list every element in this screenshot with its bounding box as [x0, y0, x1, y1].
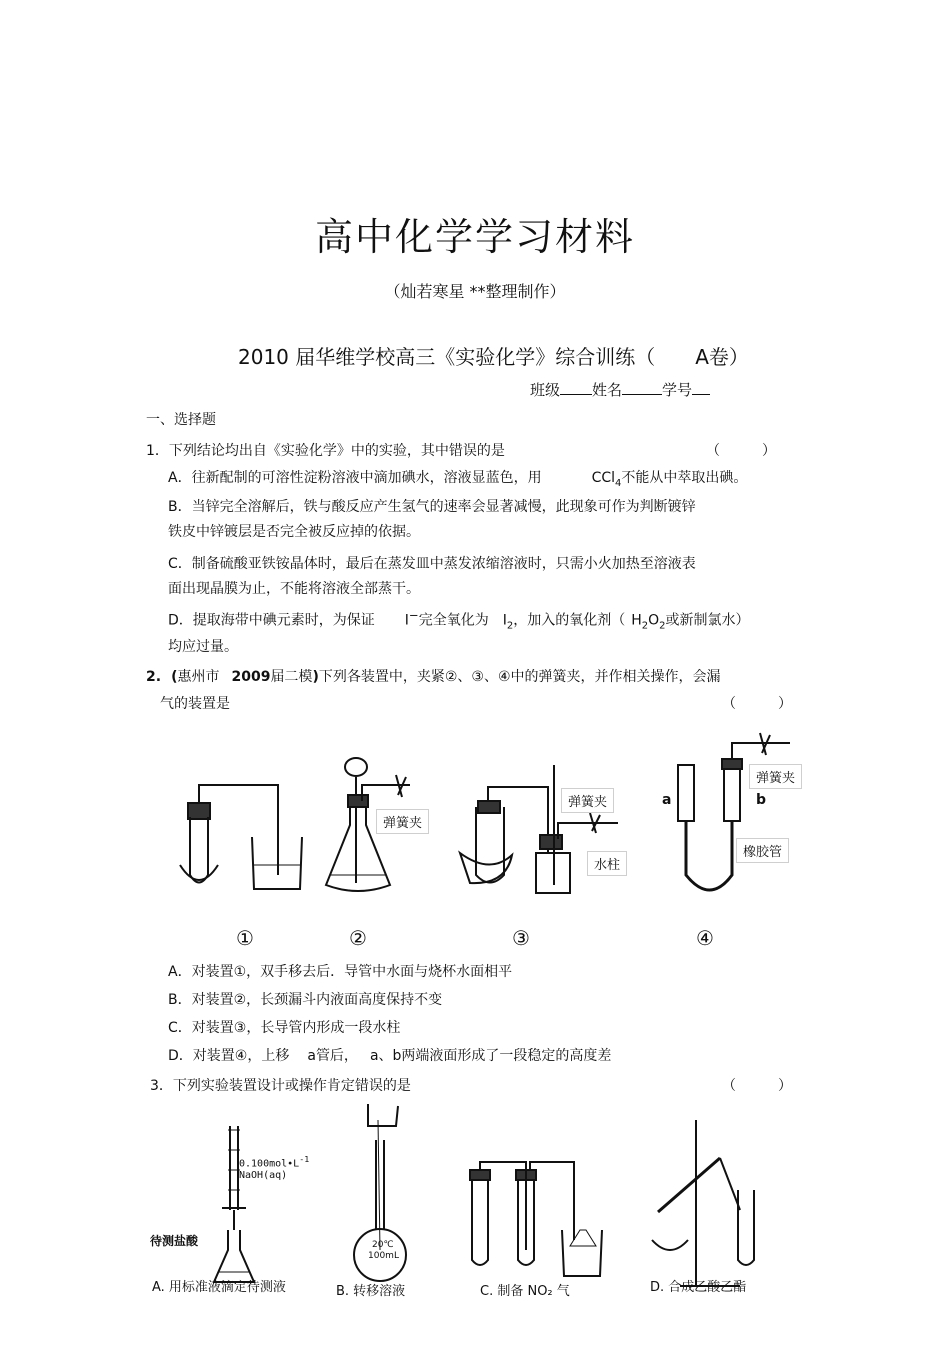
student-info-line [530, 379, 710, 400]
label-device-2: ② [349, 926, 367, 950]
q1-a-sub: 4 [615, 477, 622, 489]
id-label: 学号 [662, 381, 693, 399]
label-tube-a: a [662, 792, 672, 808]
q1-answer-bracket[interactable]: （ ） [706, 443, 776, 459]
label-flask-volume: 100mL [368, 1251, 399, 1261]
apparatus-1-delivery-tube [199, 785, 278, 875]
q2-stem-line1 [146, 666, 721, 686]
apparatus-4-rubber-tube [686, 821, 732, 890]
q2-source-rest: 届二模 [270, 669, 313, 685]
setup-a-titration [214, 1126, 254, 1282]
q2-source-city: 惠州市 [177, 669, 220, 685]
q1-a-text2: 不能从中萃取出碘。 [621, 470, 748, 486]
q2-stem-text: 下列各装置中，夹紧②、③、④中的弹簧夹，并作相关操作，会漏 [318, 669, 721, 685]
setup-d-receiver [738, 1190, 754, 1265]
setup-c-no2 [470, 1162, 602, 1276]
apparatus-4-stopper [722, 759, 742, 769]
label-naoh: NaOH(aq) [239, 1170, 288, 1181]
q1-option-b-line2: 铁皮中锌镀层是否完全被反应掉的依据。 [168, 524, 420, 540]
label-clamp-3: 弹簧夹 [561, 788, 614, 813]
q3-apparatus-figure [140, 1100, 820, 1300]
q1-d-iodine: I [502, 612, 507, 629]
q1-d-h: H [631, 612, 642, 629]
q2-option-c: C．对装置③，长导管内形成一段水柱 [168, 1020, 401, 1036]
setup-d-stand [680, 1120, 740, 1286]
q3-answer-bracket[interactable]: （ ） [722, 1078, 792, 1094]
setup-c-stopper-1 [470, 1170, 490, 1180]
label-clamp-4: 弹簧夹 [749, 764, 802, 789]
q2-d-text1: D．对装置④，上移 [168, 1048, 290, 1064]
apparatus-4-top-tube [732, 743, 790, 759]
label-device-3: ③ [512, 926, 530, 950]
q1-d-h-sub: 2 [641, 620, 649, 632]
apparatus-1-hand [180, 865, 218, 880]
apparatus-1-stopper [188, 803, 210, 819]
class-blank[interactable] [560, 380, 592, 395]
q2-d-text2: 管后， [315, 1048, 358, 1064]
apparatus-1-test-tube [190, 817, 208, 883]
setup-b-neck [376, 1140, 384, 1230]
apparatus-3-stopper [478, 801, 500, 813]
setup-a-burette [230, 1126, 238, 1210]
q2-d-ab: a、b [369, 1048, 402, 1064]
page-title: 高中化学学习材料 [314, 215, 635, 259]
label-flask-temp: 20℃ [372, 1240, 394, 1250]
q1-option-c-line2: 面出现晶膜为止，不能将溶液全部蒸干。 [168, 581, 420, 597]
apparatus-4 [678, 733, 790, 890]
setup-a-flask [214, 1230, 254, 1282]
label-clamp-2: 弹簧夹 [376, 809, 429, 834]
apparatus-3-tube [476, 807, 504, 883]
q2-number: 2. [146, 669, 162, 685]
name-label: 姓名 [592, 381, 623, 399]
setup-c-beaker [562, 1230, 602, 1276]
setup-d-lamp [652, 1240, 688, 1250]
label-device-1: ① [236, 926, 254, 950]
q3-stem: 3．下列实验装置设计或操作肯定错误的是 [150, 1078, 411, 1094]
setup-b-beaker [368, 1104, 398, 1126]
label-titrant-conc [239, 1154, 309, 1169]
label-test-hcl: 待测盐酸 [150, 1234, 199, 1248]
q1-d-iodide: I [404, 612, 409, 629]
q1-d-iodide-charge: − [408, 608, 419, 622]
q1-option-d-line1 [168, 608, 750, 631]
q2-apparatus-figure [170, 725, 820, 955]
q2-stem-line2: 气的装置是 [160, 696, 230, 712]
q2-paren-close: ) [312, 669, 319, 685]
label-device-4: ④ [696, 926, 714, 950]
apparatus-2-side-tube [362, 785, 410, 801]
q2-answer-bracket[interactable]: （ ） [722, 696, 792, 712]
q1-a-text1: A．往新配制的可溶性淀粉溶液中滴加碘水，溶液显蓝色，用 [168, 470, 542, 486]
setup-c-tube-1 [472, 1178, 488, 1265]
q2-source-year: 2009 [231, 669, 271, 685]
exam-title: 2010 届华维学校高三《实验化学》综合训练（ A卷） [238, 345, 749, 369]
q1-option-c-line1: C．制备硫酸亚铁铵晶体时，最后在蒸发皿中蒸发浓缩溶液时，只需小火加热至溶液表 [168, 556, 696, 572]
q2-option-a: A．对装置①，双手移去后．导管中水面与烧杯水面相平 [168, 964, 513, 980]
q2-paren-open: ( [171, 669, 178, 685]
setup-d-ester [652, 1120, 754, 1286]
apparatus-1 [180, 785, 302, 889]
q1-a-ccl: CCl [591, 470, 616, 486]
caption-d: D. 合成乙酸乙酯 [650, 1280, 747, 1295]
label-tube-b: b [756, 792, 767, 808]
q1-d-text2: 完全氧化为 [418, 612, 489, 629]
q1-d-text1: D．提取海带中碘元素时，为保证 [168, 612, 375, 629]
q1-d-text3: ，加入的氧化剂（ [513, 612, 626, 629]
label-conc-sup: -1 [299, 1154, 310, 1164]
q2-d-text3: 两端液面形成了一段稳定的高度差 [401, 1048, 612, 1064]
apparatus-3-side-tube [558, 823, 618, 839]
q1-option-a [168, 467, 747, 489]
apparatus-2-funnel-bulb [345, 758, 367, 776]
id-blank[interactable] [692, 380, 710, 395]
caption-a: A. 用标准液滴定待测液 [152, 1280, 286, 1295]
q1-d-text4: 或新制氯水） [665, 612, 750, 629]
label-conc-text: 0.100mol•L [239, 1158, 300, 1170]
setup-b-rod [378, 1120, 380, 1250]
q2-option-b: B．对装置②，长颈漏斗内液面高度保持不变 [168, 992, 443, 1008]
q2-option-d [168, 1045, 611, 1065]
label-rubber-tube: 橡胶管 [736, 838, 789, 863]
class-label: 班级 [530, 381, 561, 399]
label-water-column: 水柱 [587, 851, 627, 876]
page-subtitle: （灿若寒星 **整理制作） [384, 282, 566, 301]
name-blank[interactable] [622, 380, 662, 395]
q1-stem: 1．下列结论均出自《实验化学》中的实验，其中错误的是 [146, 443, 505, 459]
apparatus-4-tube-b [724, 765, 740, 821]
caption-c: C. 制备 NO₂ 气 [480, 1284, 570, 1299]
q1-d-o: O [648, 612, 660, 629]
q1-d-o-sub: 2 [659, 620, 666, 632]
apparatus-2-stopper [348, 795, 368, 807]
q1-option-b-line1: B．当锌完全溶解后，铁与酸反应产生氢气的速率会显著减慢，此现象可作为判断镀锌 [168, 499, 696, 515]
q1-d-iodine-sub: 2 [506, 620, 514, 632]
q2-d-a: a [307, 1048, 316, 1064]
setup-d-tube [658, 1158, 720, 1212]
apparatus-4-tube-a [678, 765, 694, 821]
section-title: 一、选择题 [146, 412, 216, 428]
q1-option-d-line2: 均应过量。 [168, 639, 238, 655]
caption-b: B. 转移溶液 [336, 1284, 406, 1299]
